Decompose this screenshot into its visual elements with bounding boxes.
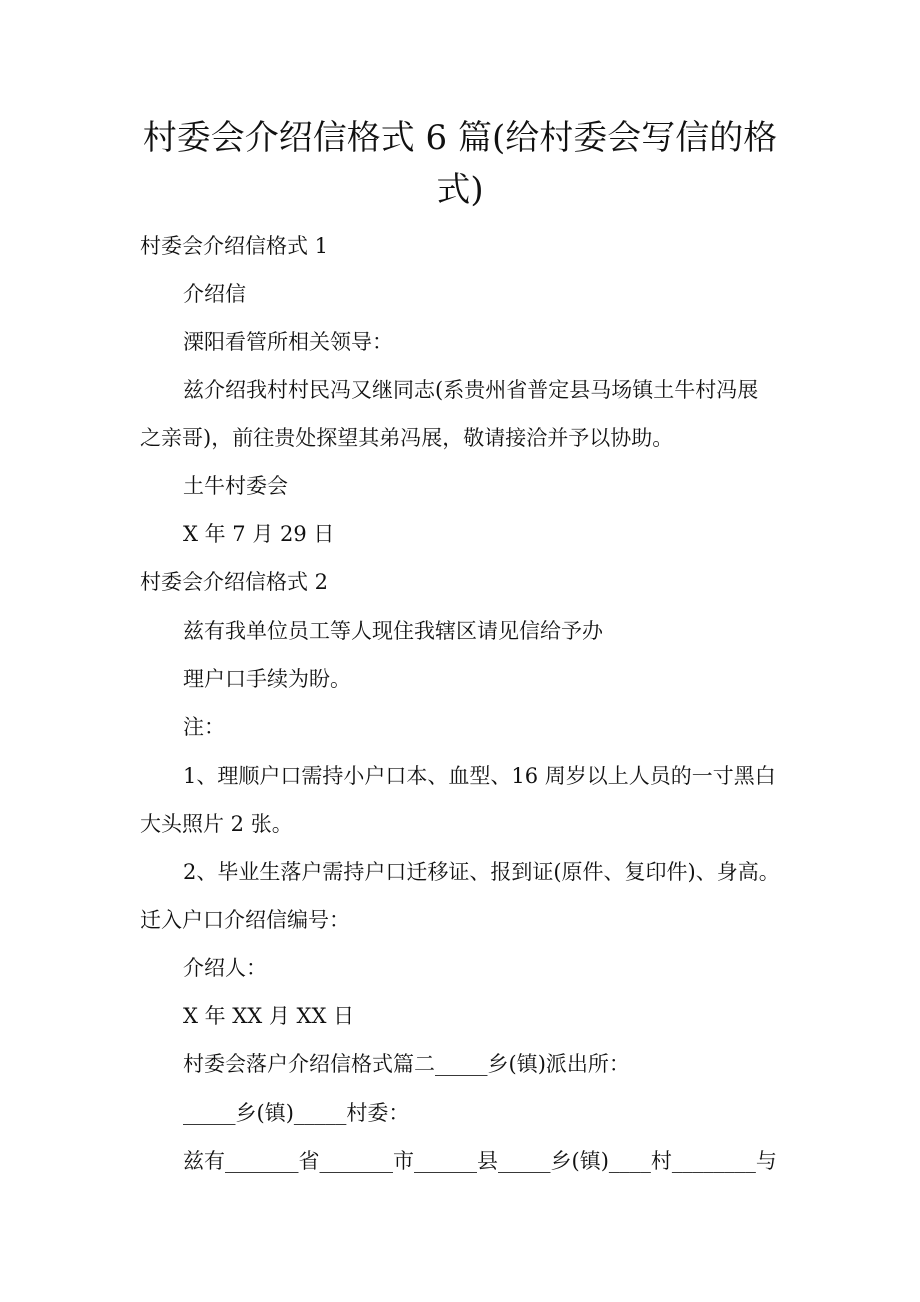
letter-heading: 介绍信 [183,282,246,306]
letter-number-label: 迁入户口介绍信编号： [140,908,350,932]
section-heading-2: 村委会介绍信格式 2 [140,570,329,594]
section-heading-3: 村委会落户介绍信格式篇二_____乡(镇)派出所： [183,1052,630,1076]
section-heading-1: 村委会介绍信格式 1 [140,234,329,258]
title-line-1: 村委会介绍信格式 6 篇(给村委会写信的格 [142,118,778,158]
body-paragraph-line: 之亲哥)，前往贵处探望其弟冯展，敬请接洽并予以协助。 [140,426,674,450]
document-title [120,112,800,216]
note-item-line: 大头照片 2 张。 [140,812,293,836]
body-paragraph-line: 理户口手续为盼。 [183,667,351,691]
title-line-2: 式) [436,170,484,210]
letter-salutation: 溧阳看管所相关领导： [183,330,393,354]
introducer-label: 介绍人： [183,956,267,980]
note-item-line: 1、理顺户口需持小户口本、血型、16 周岁以上人员的一寸黑白 [183,764,776,788]
note-label: 注： [183,715,225,739]
note-item-line: 2、毕业生落户需持户口迁移证、报到证(原件、复印件)、身高。 [183,860,780,884]
letter-date: X 年 XX 月 XX 日 [183,1004,355,1028]
body-paragraph-line: 兹介绍我村村民冯又继同志(系贵州省普定县马场镇土牛村冯展 [183,378,759,402]
letter-date: X 年 7 月 29 日 [183,522,335,546]
letter-signature: 土牛村委会 [183,474,288,498]
form-line: 兹有_______省_______市______县_____乡(镇)____村________与 [183,1149,777,1173]
form-line: _____乡(镇)_____村委： [183,1101,410,1125]
body-paragraph-line: 兹有我单位员工等人现住我辖区请见信给予办 [183,619,603,643]
